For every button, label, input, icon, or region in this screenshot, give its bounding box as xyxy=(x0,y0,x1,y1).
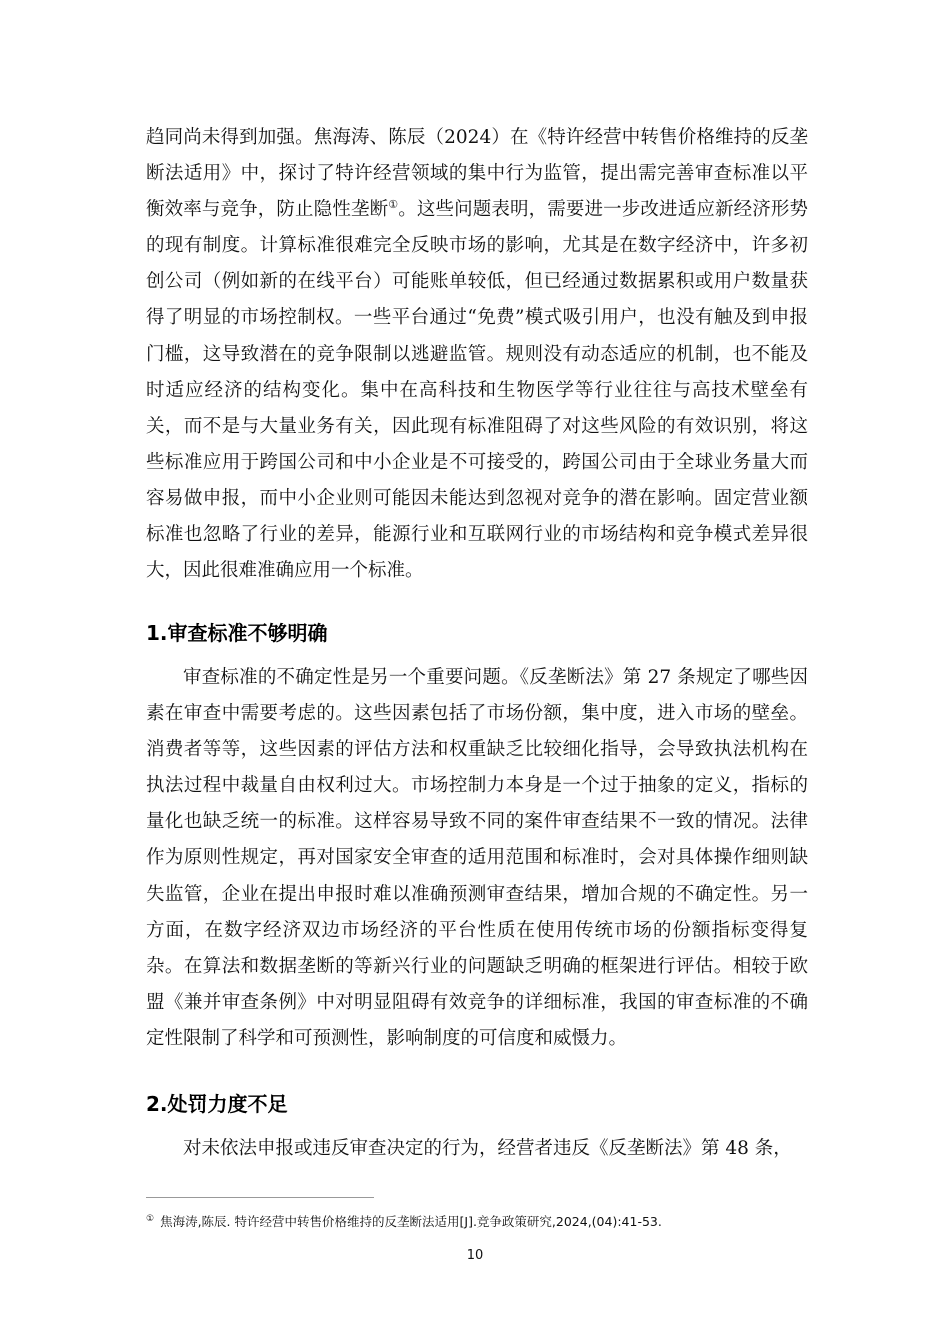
footnote-divider xyxy=(146,1197,374,1198)
section-heading: 1.审查标准不够明确 xyxy=(146,621,328,645)
body-paragraph: 审查标准的不确定性是另一个重要问题。《反垄断法》第 27 条规定了哪些因素在审查中需要考虑的。这些因素包括了市场份额，集中度，进入市场的壁垒。消费者等等，这些因素的评估方法和权重缺乏比较细化指导，会导致执法机构在执法过程中裁量自由权利过大。市场控制力本身是一个过于抽象的定义，指标的量化也缺乏统一的标准。这样容易导致不同的案件审查结果不一致的情况。法律作为原则性规定，再对国家安全审查的适用范围和标准时，会对具体操作细则缺失监管，企业在提出申报时难以准确预测审查结果，增加合规的不确定性。另一方面，在数字经济双边市场经济的平台性质在使用传统市场的份额指标变得复杂。在算法和数据垄断的等新兴行业的问题缺乏明确的框架进行评估。相较于欧盟《兼并审查条例》中对明显阻碍有效竞争的详细标准，我国的审查标准的不确定性限制了科学和可预测性，影响制度的可信度和威慑力。 xyxy=(146,667,808,1049)
body-paragraph: 对未依法申报或违反审查决定的行为，经营者违反《反垄断法》第 48 条， xyxy=(183,1138,792,1159)
page-number: 10 xyxy=(466,1248,484,1263)
paragraph-text: 趋同尚未得到加强。焦海涛、陈辰（2024）在《特许经营中转售价格维持的反垄断法适用》中，探讨了特许经营领域的集中行为监管，提出需完善审查标准以平衡效率与竞争，防止隐性垄断 xyxy=(146,127,808,221)
body-paragraph xyxy=(146,120,808,589)
footnote xyxy=(146,1209,826,1232)
section-heading: 2.处罚力度不足 xyxy=(146,1092,288,1116)
footnote-mark: ① xyxy=(146,1214,155,1224)
footnote-reference[interactable]: ① xyxy=(388,198,399,212)
paragraph-text: 。这些问题表明，需要进一步改进适应新经济形势的现有制度。计算标准很难完全反映市场的影响，尤其是在数字经济中，许多初创公司（例如新的在线平台）可能账单较低，但已经通过数据累积或用户数量获得了明显的市场控制权。一些平台通过“免费”模式吸引用户，也没有触及到申报门槛，这导致潜在的竞争限制以逃避监管。规则没有动态适应的机制，也不能及时适应经济的结构变化。集中在高科技和生物医学等行业往往与高技术壁垒有关，而不是与大量业务有关，因此现有标准阻碍了对这些风险的有效识别，将这些标准应用于跨国公司和中小企业是不可接受的，跨国公司由于全球业务量大而容易做申报，而中小企业则可能因未能达到忽视对竞争的潜在影响。固定营业额标准也忽略了行业的差异，能源行业和互联网行业的市场结构和竞争模式差异很大，因此很难准确应用一个标准。 xyxy=(146,199,808,582)
footnote-text: 焦海涛,陈辰. 特许经营中转售价格维持的反垄断法适用[J].竞争政策研究,2024,(04):41-53. xyxy=(160,1214,662,1230)
